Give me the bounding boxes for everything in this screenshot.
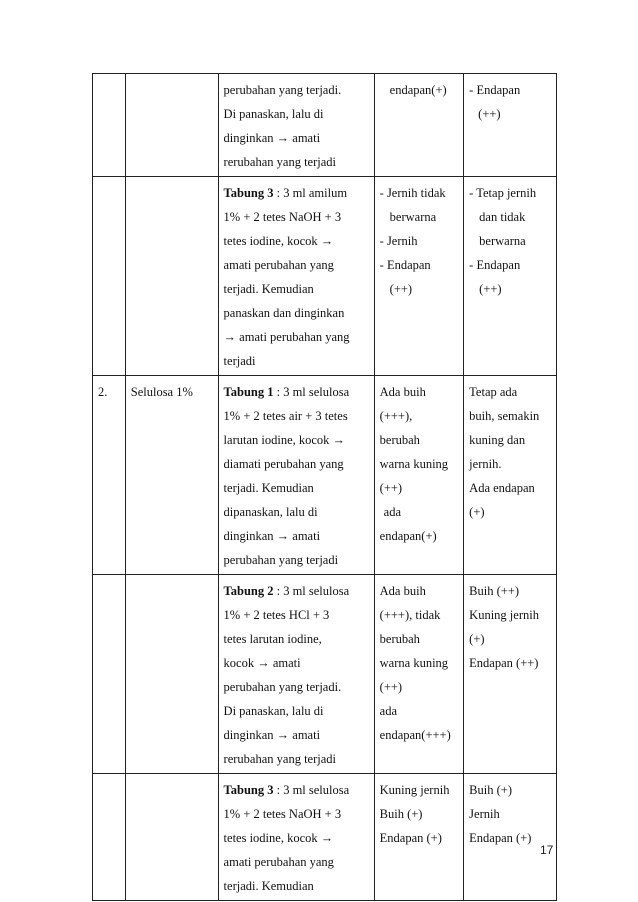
text-line: - Jernih tidak bbox=[379, 186, 446, 200]
text-line: (+++), bbox=[379, 409, 413, 423]
text-line: terjadi bbox=[223, 354, 256, 368]
text-line: tetes iodine, kocok → bbox=[223, 234, 334, 248]
text-line: perubahan yang terjadi bbox=[223, 553, 339, 567]
cell-result-1 bbox=[374, 74, 464, 177]
cell-procedure bbox=[218, 376, 374, 575]
cell-result-1 bbox=[374, 376, 464, 575]
table-row bbox=[93, 575, 557, 774]
cell-result-1 bbox=[374, 774, 464, 901]
cell-no: 2. bbox=[93, 376, 126, 575]
text-line: (+) bbox=[469, 505, 485, 519]
results-table bbox=[92, 73, 557, 901]
text-line: berubah bbox=[379, 632, 420, 646]
text-line: (++) bbox=[479, 282, 502, 296]
text-line: Jernih bbox=[469, 807, 500, 821]
text-line: berwarna bbox=[479, 234, 526, 248]
cell-no bbox=[93, 774, 126, 901]
table-row bbox=[93, 376, 557, 575]
cell-sample bbox=[125, 575, 218, 774]
text-line: perubahan yang terjadi. bbox=[223, 680, 342, 694]
cell-procedure bbox=[218, 774, 374, 901]
text-line: ada bbox=[383, 505, 402, 519]
text-line: Di panaskan, lalu di bbox=[223, 704, 324, 718]
cell-procedure bbox=[218, 575, 374, 774]
text-line: Endapan (+) bbox=[379, 831, 442, 845]
cell-result-2 bbox=[464, 774, 557, 901]
text-line: Kuning jernih bbox=[379, 783, 450, 797]
text-line: endapan(+) bbox=[389, 83, 447, 97]
text-line: warna kuning bbox=[379, 656, 449, 670]
cell-result-1 bbox=[374, 575, 464, 774]
text-line: (++) bbox=[478, 107, 501, 121]
text-line: Di panaskan, lalu di bbox=[223, 107, 324, 121]
cell-procedure bbox=[218, 177, 374, 376]
text-line: tetes iodine, kocok → bbox=[223, 831, 334, 845]
cell-result-1 bbox=[374, 177, 464, 376]
table-row bbox=[93, 177, 557, 376]
text-line: - Endapan bbox=[469, 83, 521, 97]
text-line: endapan(+) bbox=[379, 529, 437, 543]
cell-result-2 bbox=[464, 177, 557, 376]
tube-label: Tabung 3 bbox=[223, 186, 274, 200]
cell-result-2 bbox=[464, 376, 557, 575]
cell-result-2 bbox=[464, 575, 557, 774]
cell-sample bbox=[125, 774, 218, 901]
text-line: Tetap ada bbox=[469, 385, 518, 399]
cell-no bbox=[93, 575, 126, 774]
table-row bbox=[93, 74, 557, 177]
text-line: warna kuning bbox=[379, 457, 449, 471]
text-line: (++) bbox=[389, 282, 413, 296]
text-line: tetes larutan iodine, bbox=[223, 632, 322, 646]
text-line: - Endapan bbox=[469, 258, 521, 272]
text-line: dipanaskan, lalu di bbox=[223, 505, 318, 519]
cell-sample: Selulosa 1% bbox=[125, 376, 218, 575]
text-line: : 3 ml selulosa bbox=[276, 783, 350, 797]
text-line: → amati perubahan yang bbox=[223, 330, 350, 344]
text-line: Buih (+) bbox=[469, 783, 512, 797]
text-line: Ada buih bbox=[379, 584, 426, 598]
cell-sample bbox=[125, 74, 218, 177]
text-line: Endapan (+) bbox=[469, 831, 532, 845]
text-line: terjadi. Kemudian bbox=[223, 879, 314, 893]
text-line: : 3 ml selulosa bbox=[276, 584, 350, 598]
text-line: Buih (+) bbox=[379, 807, 423, 821]
text-line: Endapan (++) bbox=[469, 656, 539, 670]
text-line: - Tetap jernih bbox=[469, 186, 537, 200]
text-line: Ada buih bbox=[379, 385, 426, 399]
text-line: (++) bbox=[379, 481, 403, 495]
text-line: Kuning jernih bbox=[469, 608, 539, 622]
text-line: dinginkan → amati bbox=[223, 529, 321, 543]
text-line: diamati perubahan yang bbox=[223, 457, 344, 471]
text-line: berubah bbox=[379, 433, 420, 447]
text-line: 1% + 2 tetes HCl + 3 bbox=[223, 608, 330, 622]
text-line: - Endapan bbox=[379, 258, 431, 272]
text-line: endapan(+++) bbox=[379, 728, 451, 742]
text-line: perubahan yang terjadi. bbox=[223, 83, 342, 97]
text-line: (++) bbox=[379, 680, 403, 694]
text-line: (+) bbox=[469, 632, 485, 646]
text-line: terjadi. Kemudian bbox=[223, 481, 314, 495]
text-line: berwarna bbox=[389, 210, 437, 224]
text-line: (+++), tidak bbox=[379, 608, 441, 622]
text-line: ada bbox=[379, 704, 398, 718]
table-row bbox=[93, 774, 557, 901]
text-line: rerubahan yang terjadi bbox=[223, 752, 336, 766]
cell-no bbox=[93, 74, 126, 177]
tube-label: Tabung 2 bbox=[223, 584, 274, 598]
page-number: 17 bbox=[540, 843, 554, 857]
text-line: rerubahan yang terjadi bbox=[223, 155, 336, 169]
text-line: 1% + 2 tetes air + 3 tetes bbox=[223, 409, 348, 423]
text-line: panaskan dan dinginkan bbox=[223, 306, 345, 320]
cell-sample bbox=[125, 177, 218, 376]
text-line: : 3 ml amilum bbox=[276, 186, 348, 200]
text-line: - Jernih bbox=[379, 234, 418, 248]
text-line: amati perubahan yang bbox=[223, 855, 334, 869]
cell-no bbox=[93, 177, 126, 376]
text-line: kuning dan bbox=[469, 433, 526, 447]
text-line: Ada endapan bbox=[469, 481, 535, 495]
text-line: terjadi. Kemudian bbox=[223, 282, 314, 296]
cell-result-2 bbox=[464, 74, 557, 177]
text-line: buih, semakin bbox=[469, 409, 540, 423]
text-line: : 3 ml selulosa bbox=[276, 385, 350, 399]
cell-procedure bbox=[218, 74, 374, 177]
text-line: Buih (++) bbox=[469, 584, 520, 598]
text-line: dan tidak bbox=[479, 210, 526, 224]
text-line: jernih. bbox=[469, 457, 502, 471]
text-line: 1% + 2 tetes NaOH + 3 bbox=[223, 807, 342, 821]
text-line: dinginkan → amati bbox=[223, 131, 321, 145]
tube-label: Tabung 1 bbox=[223, 385, 274, 399]
text-line: larutan iodine, kocok → bbox=[223, 433, 346, 447]
tube-label: Tabung 3 bbox=[223, 783, 274, 797]
text-line: dinginkan → amati bbox=[223, 728, 321, 742]
text-line: kocok → amati bbox=[223, 656, 301, 670]
text-line: amati perubahan yang bbox=[223, 258, 334, 272]
text-line: 1% + 2 tetes NaOH + 3 bbox=[223, 210, 342, 224]
